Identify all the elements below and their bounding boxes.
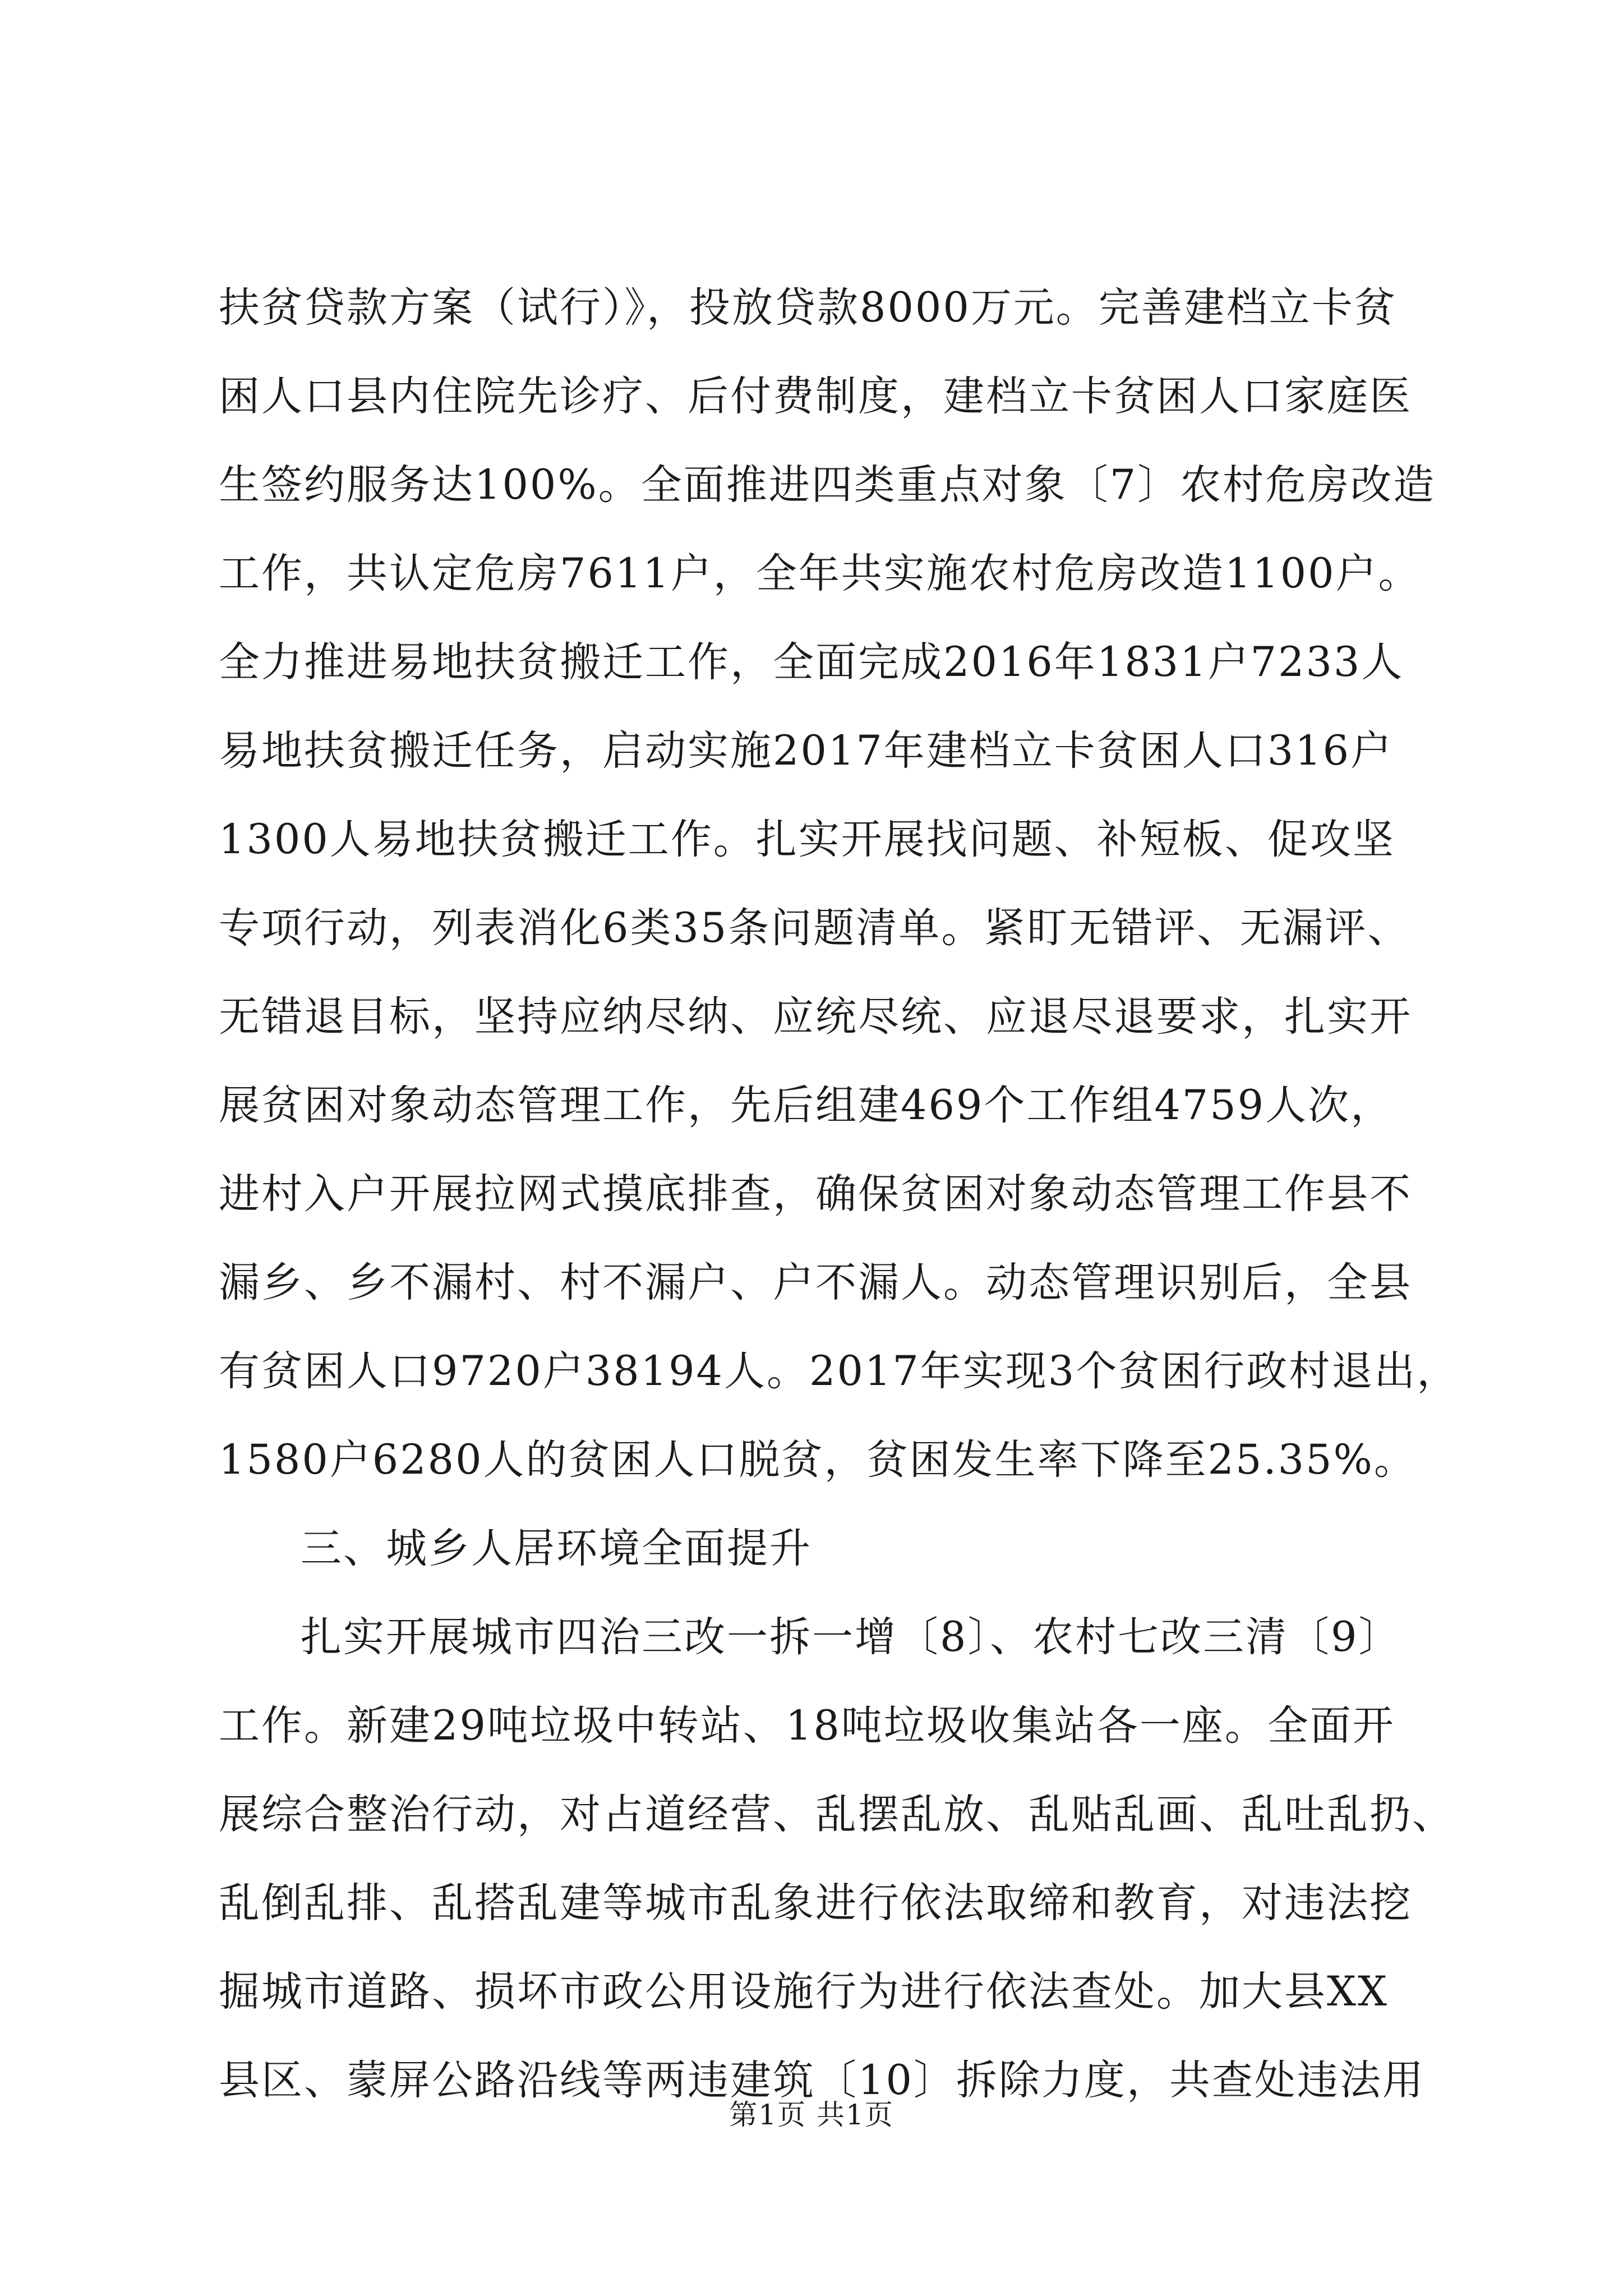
paragraph-line: 展贫困对象动态管理工作，先后组建469个工作组4759人次，: [219, 1082, 1394, 1129]
paragraph-line: 县区、蒙屏公路沿线等两违建筑〔10〕拆除力度，共查处违法用: [219, 2056, 1425, 2104]
paragraph-line: 掘城市道路、损坏市政公用设施行为进行依法查处。加大县XX: [219, 1968, 1389, 2016]
paragraph-line: 进村入户开展拉网式摸底排查，确保贫困对象动态管理工作县不: [219, 1170, 1412, 1218]
paragraph-line: 工作，共认定危房7611户，全年共实施农村危房改造1100户。: [219, 550, 1421, 597]
paragraph-line: 专项行动，列表消化6类35条问题清单。紧盯无错评、无漏评、: [219, 904, 1410, 952]
paragraph-line: 全力推进易地扶贫搬迁工作，全面完成2016年1831户7233人: [219, 638, 1404, 686]
document-body: [219, 264, 1460, 2125]
section-heading: 三、城乡人居环境全面提升: [301, 1525, 812, 1572]
paragraph-line: 展综合整治行动，对占道经营、乱摆乱放、乱贴乱画、乱吐乱扔、: [219, 1791, 1455, 1838]
paragraph-line: 1580户6280人的贫困人口脱贫，贫困发生率下降至25.35%。: [219, 1436, 1417, 1484]
paragraph-line: 易地扶贫搬迁任务，启动实施2017年建档立卡贫困人口316户: [219, 727, 1394, 775]
paragraph-line: 扶贫贷款方案（试行）》，投放贷款8000万元。完善建档立卡贫: [219, 284, 1397, 332]
paragraph-line: 工作。新建29吨垃圾中转站、18吨垃圾收集站各一座。全面开: [219, 1702, 1395, 1750]
page-footer: [0, 2095, 1623, 2134]
paragraph-line: 生签约服务达100%。全面推进四类重点对象〔7〕农村危房改造: [219, 461, 1436, 509]
paragraph-line: 困人口县内住院先诊疗、后付费制度，建档立卡贫困人口家庭医: [219, 372, 1412, 420]
page-number-label: 第1页 共1页: [729, 2099, 894, 2131]
paragraph-line: 漏乡、乡不漏村、村不漏户、户不漏人。动态管理识别后，全县: [219, 1259, 1412, 1306]
paragraph-line: 扎实开展城市四治三改一拆一增〔8〕、农村七改三清〔9〕: [301, 1613, 1401, 1661]
paragraph-line: 有贫困人口9720户38194人。2017年实现3个贫困行政村退出，: [219, 1347, 1460, 1395]
paragraph-line: 无错退目标，坚持应纳尽纳、应统尽统、应退尽退要求，扎实开: [219, 993, 1412, 1041]
paragraph-line: 乱倒乱排、乱搭乱建等城市乱象进行依法取缔和教育，对违法挖: [219, 1879, 1412, 1927]
paragraph-line: 1300人易地扶贫搬迁工作。扎实开展找问题、补短板、促攻坚: [219, 816, 1395, 863]
